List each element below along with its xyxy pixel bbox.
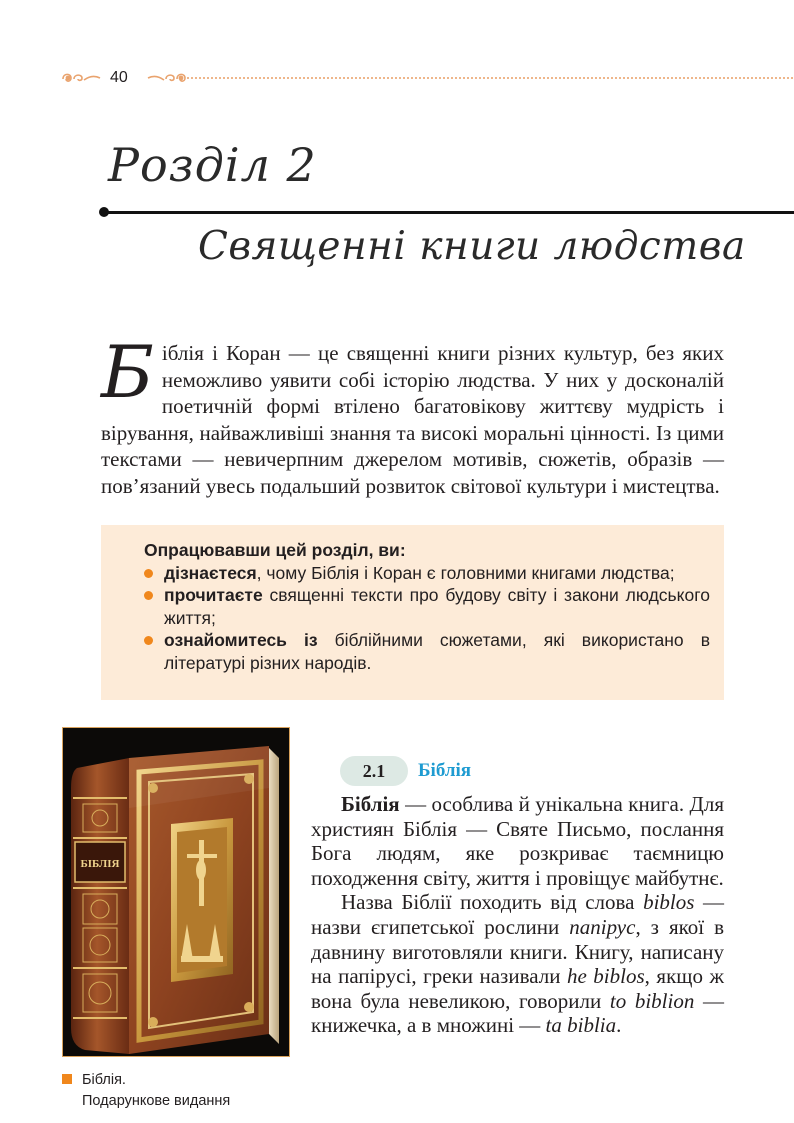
section-body — [311, 792, 724, 1038]
bible-book-image — [62, 727, 290, 1057]
section-number-badge: 2.1 — [340, 756, 408, 786]
section-title: Біблія — [418, 760, 472, 781]
paragraph-text: , з якої в давнину виготовляли книги. Книгу, написану на папірусі, греки називали — [311, 914, 724, 989]
page-header — [60, 66, 794, 90]
term-ta-biblia: ta biblia — [545, 1013, 617, 1038]
objective-text: священні тексти про будову світу і закони людського життя; — [164, 585, 710, 628]
term-to-biblion: to biblion — [609, 988, 695, 1013]
objective-text: біблійними сюжетами, які використано в літературі різних народів. — [164, 630, 710, 673]
objective-text: , чому Біблія і Коран є головними книгами людства; — [256, 562, 675, 583]
paragraph-text: — назви єгипетської рослини — [311, 890, 724, 939]
drop-cap: Б — [101, 330, 154, 414]
objective-keyword: дізнаєтеся — [164, 562, 257, 583]
section-paragraph-1 — [311, 792, 724, 890]
objective-item — [144, 562, 710, 585]
chapter-label: Розділ 2 — [108, 138, 317, 192]
caption-line-2: Подарункове видання — [82, 1093, 231, 1109]
bullet-icon — [144, 569, 153, 578]
intro-text: іблія і Коран — це священні книги різних культур, без яких неможливо уявити собі історію людства. У них у досконалій поетичній формі втілено багатовікову життєву мудрість і вірування, найважливіші знання та високі моральні цінності. Із цими текстами — невичерпним джерелом мотивів, сюжетів, образів — пов’язаний увесь подальший розвиток світової культури і мистецтва. — [101, 341, 724, 498]
intro-paragraph — [101, 330, 724, 499]
figure-caption — [62, 1070, 230, 1112]
term-bible: Біблія — [341, 792, 400, 816]
objective-item — [144, 629, 710, 674]
bullet-icon — [144, 636, 153, 645]
ornament-right-icon — [146, 70, 188, 86]
term-papyrus: папірус — [569, 914, 636, 939]
paragraph-text: Назва Біблії походить від слова — [341, 890, 644, 915]
term-he-biblos: he biblos — [566, 964, 645, 989]
ornament-left-icon — [60, 70, 102, 86]
paragraph-text: — особлива й унікальна книга. Для християн Біблія — Святе Письмо, послання Бога людям, яке розкриває таємницю походження світу, життя і провіщує майбутнє. — [311, 792, 724, 890]
objectives-heading: Опрацювавши цей розділ, ви: — [144, 540, 406, 560]
chapter-title: Священні книги людства — [198, 224, 746, 269]
book-illustration — [63, 728, 289, 1056]
paragraph-text: , якщо ж вона була невеликою, говорили — [311, 964, 724, 1013]
spine-title: БІБЛІЯ — [80, 858, 120, 870]
objective-keyword: ознайомитесь із — [164, 630, 318, 650]
objectives-box — [101, 525, 724, 700]
paragraph-text: — книжечка, а в множині — — [311, 988, 724, 1038]
objective-item — [144, 584, 710, 629]
term-biblos: biblos — [643, 890, 695, 915]
caption-marker-icon — [62, 1074, 72, 1084]
page-number: 40 — [110, 69, 128, 86]
bullet-icon — [144, 591, 153, 600]
section-paragraph-2 — [311, 890, 724, 1038]
objective-keyword: прочитаєте — [164, 585, 263, 605]
header-dotted-rule — [186, 77, 794, 79]
caption-line-1: Біблія. — [82, 1072, 126, 1088]
paragraph-text: . — [616, 1013, 622, 1038]
heading-rule — [104, 211, 794, 214]
